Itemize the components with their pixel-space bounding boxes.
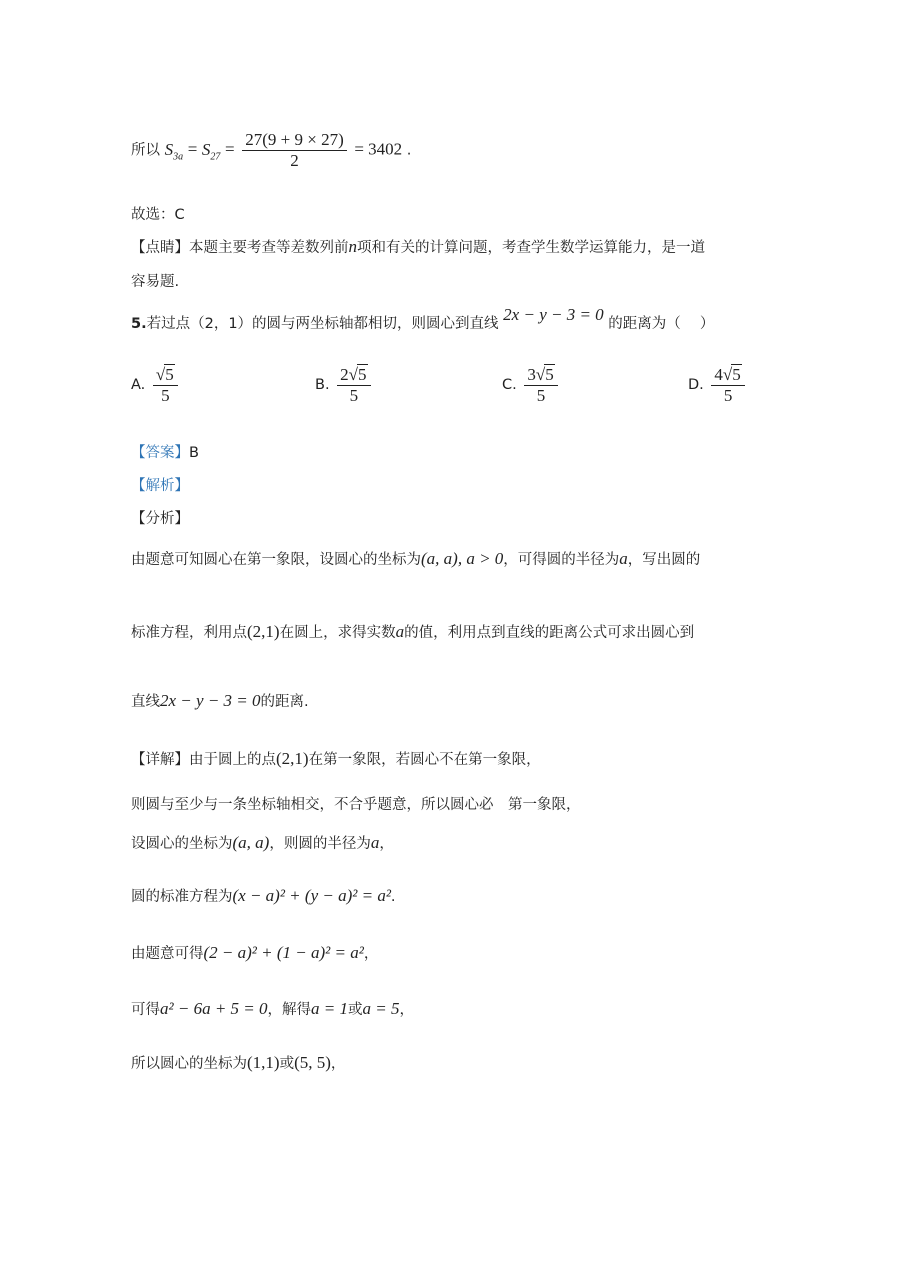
xiangjie-tag: 【详解】 [131, 752, 189, 768]
sum-end: . [406, 142, 412, 159]
question-text-2: 的距离为（ ） [608, 316, 715, 332]
option-d-label: D. [688, 377, 704, 393]
comment-tag: 【点睛】 [131, 240, 189, 256]
answer-tag: 【答案】 [131, 445, 189, 461]
question-equation: 2x − y − 3 = 0 [503, 305, 604, 324]
fenxi-line-1: 由题意可知圆心在第一象限，设圆心的坐标为(a, a), a > 0，可得圆的半径为a，写出圆的 [131, 549, 701, 568]
question-5 [131, 305, 715, 333]
option-c-fraction: $\frac{3√5}{5}$ [524, 364, 557, 406]
fenxi-tag: 【分析】 [131, 511, 189, 527]
option-a[interactable] [131, 364, 181, 406]
fenxi-line-2: 标准方程，利用点(2,1)在圆上，求得实数a的值，利用点到直线的距离公式可求出圆心到 [131, 622, 695, 641]
circle-equation: (x − a)² + (y − a)² = a² [232, 886, 391, 905]
option-b-fraction: $\frac{2√5}{5}$ [337, 364, 370, 406]
fenxi-center-coord: (a, a), a > 0 [421, 549, 504, 568]
comment-line-1 [131, 236, 705, 257]
xiangjie-line-1: 【详解】由于圆上的点(2,1)在第一象限，若圆心不在第一象限， [131, 749, 541, 768]
sum-numerator: 27(9 + 9 × 27) [242, 130, 347, 151]
comment-n: n [348, 237, 357, 256]
fenxi-point: (2,1) [247, 622, 280, 641]
xiangjie-line-2: 则圆与至少与一条坐标轴相交，不合乎题意，所以圆心必 第一象限， [131, 797, 581, 813]
sum-eq1: = [187, 139, 198, 159]
question-number: 5. [131, 316, 147, 332]
sum-formula-line [131, 130, 411, 171]
option-d-fraction: $\frac{4√5}{5}$ [711, 364, 744, 406]
xiangjie-line-4: 圆的标准方程为(x − a)² + (y − a)² = a². [131, 886, 396, 905]
analysis-tag: 【解析】 [131, 478, 189, 494]
answer-line [131, 441, 199, 462]
sum-result: = 3402 [354, 139, 403, 159]
sum-eq2: = [225, 139, 235, 159]
question-text-1: 若过点（2，1）的圆与两坐标轴都相切，则圆心到直线 [146, 316, 499, 332]
xiangjie-line-7: 所以圆心的坐标为(1,1)或(5, 5)， [131, 1053, 346, 1072]
choice-line: 故选：C [131, 207, 185, 223]
sum-denominator: 2 [290, 151, 299, 170]
option-c[interactable] [502, 364, 561, 406]
sum-mid: $S_{27}$ [201, 139, 221, 162]
sum-prefix: 所以 [131, 142, 160, 159]
xiangjie-line-3: 设圆心的坐标为(a, a)，则圆的半径为a， [131, 833, 394, 852]
fenxi-line-3: 直线2x − y − 3 = 0的距离. [131, 691, 309, 710]
comment-text-1: 本题主要考查等差数列前 [189, 240, 349, 256]
sum-lhs: $S_{3a}$ [164, 139, 184, 162]
comment-text-2: 项和有关的计算问题，考查学生数学运算能力，是一道 [357, 240, 705, 256]
answer-value: B [189, 445, 199, 461]
sum-fraction [242, 130, 347, 171]
option-a-fraction: $\frac{√5}{5}$ [153, 364, 178, 406]
option-c-label: C. [502, 377, 517, 393]
xiangjie-line-6: 可得a² − 6a + 5 = 0，解得a = 1或a = 5， [131, 999, 414, 1018]
fenxi-line-equation: 2x − y − 3 = 0 [160, 691, 261, 710]
option-d[interactable] [688, 364, 748, 406]
comment-line-2: 容易题. [131, 274, 180, 290]
option-a-label: A. [131, 377, 146, 393]
option-b[interactable] [315, 364, 374, 406]
option-b-label: B. [315, 377, 330, 393]
xiangjie-line-5: 由题意可得(2 − a)² + (1 − a)² = a²， [131, 943, 379, 962]
